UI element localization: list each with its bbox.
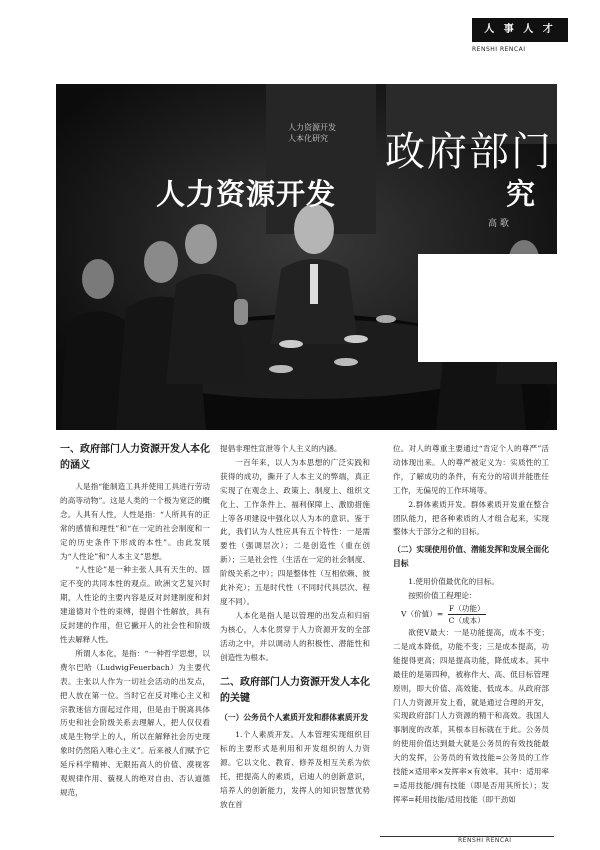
paragraph: 人是指“能制造工具并使用工具进行劳动的高等动物”。这是人类的一个极为宽泛的概念。人具有人性，人性是指：“人所具有的正常的感情和理性”和“在一定的社会制度和一定的历史条件下形成的本性”。由此发展为“人性论”和“人本主义”思想。 [60,482,210,561]
formula-fraction [448,603,486,626]
subheading: （二）实现使用价值、潜能发挥和发展全面化目标 [393,545,549,569]
section-subtitle: RENSHI RENCAI [472,46,526,53]
series-label [288,122,336,144]
formula-denominator: C（成本） [448,615,485,625]
paragraph: 提倡非理性宣泄等个人主义的内涵。 [220,444,342,453]
redaction-box [418,254,557,362]
paragraph: 所谓人本化，是指：“一种哲学思想，以费尔巴哈（LudwigFeuerbach）为主要代表。主张以人作为一切社会活动的出发点，把人放在第一位。当时它在反对唯心主义和宗教迷信方面起过作用，但是由于脱离具体历史和社会阶级关系去理解人，把人仅仅看成是生物学上的人，所以在解释社会历史现象时仍然陷入唯心主义”。后来被人们赋予它延斥科学精神、无限拓高人的价值、漠视客观规律作用、藐视人的绝对自由、否认道德规范， [60,648,210,797]
paragraph: 一百年来，以人为本思想的广泛实践和获得的成功，撕开了人本主义的弊端，真正实现了在观念上、政策上、制度上、组织文化上、工作条件上、福利保障上、激励措施上等各项建设中强化以人为本的意识。鉴于此，我们认为人性应具有五个特性：一是需要性（强调层次）；二是创造性（重在创新）；三是社会性（生活在一定的社会制度、阶级关系之中）；四是整体性（互相依赖、彼此补充）；五是时代性（不同时代具层次、程度不同）。 [220,457,370,606]
paragraph: 2.群体素质开发。群体素质开发重在整合团队能力，把各种素质的人才组合起来，实现整体大于部分之和的目标。 [393,499,549,537]
section-tab: 人 事 人 才 [472,18,568,42]
paragraph: 位。对人的尊重主要通过“肯定个人的尊严”活动体现出来。人的尊严被定义为：实质性的工作，了解成功的条件，有充分的培训并能胜任工作，无偏见的工作环境等。 [393,444,549,495]
column-2 [220,442,370,812]
paragraph: 人本化是指人是以管理的出发点和归宿为核心，人本化贯穿于人力资源开发的全部活动之中，并以调动人的积极性、潜能性和创造性为根本。 [220,610,370,662]
title-line1: 政府部门 [385,129,553,175]
formula-numerator: F（功能） [448,603,485,613]
paragraph: 按照价值工程理论： [408,591,477,601]
title-line2-tail: 究 [506,177,537,211]
column-1 [60,442,210,800]
subheading: （一）公务员个人素质开发和群体素质开发 [220,712,369,722]
section-heading-1: 一、政府部门人力资源开发人本化的涵义 [60,444,210,471]
series-label-line1: 人力资源开发 [288,123,336,132]
series-label-line2: 人本化研究 [288,134,328,143]
column-3 [393,442,549,807]
formula-lhs: V（价值）= [401,609,444,619]
title-line2 [156,172,536,213]
title-line2-main: 人力资源开发 [156,177,337,211]
paragraph: 1.使用价值最优化的目标。 [408,577,499,587]
author: 高 歌 [488,219,509,229]
paragraph: “人性论”是一种主张人具有天生的、固定不变的共同本性的观点。欧洲文艺复兴时期，人性论的主要内容是反对封建制度和封建道德对个性的束缚，提倡个性解放，具有反封建的作用，但它撇开人的社会性和阶级性去解释人性。 [60,565,210,644]
paragraph: 欲使V最大：一是功能提高，成本不变；二是成本降低，功能不变；三是成本提高，功能提得更高；四是提高功能，降低成本。其中最佳的是第四种，被称作大、高、低目标管理原则，即大价值、高效能、低成本。从政府部门人力资源开发上看，就是通过合理的开发，实现政府部门人力资源的精干和高效。我国人事制度的改革，其根本目标就在于此。公务员的使用价值达到最大就是公务员的有效技能最大的发挥，公务员的有效技能=公务员的工作技能×适用率×发挥率×有效率。其中：适用率=适用技能/拥有技能（即是否用其所长）；发挥率=耗用技能/适用技能（即干劲如 [393,627,549,804]
value-formula [393,603,549,626]
footer-journal: RENSHI RENCAI [458,837,512,844]
paragraph: 1.个人素质开发。人本管理实现组织目标的主要形式是利用和开发组织的人力资源。它以文化、教育、修养及相互关系为依托，把提高人的素质，启迪人的创新意识，培养人的创新能力，发挥人的知识智慧优势放在首 [220,730,370,809]
section-heading-2: 二、政府部门人力资源开发人本化的关键 [220,676,370,704]
